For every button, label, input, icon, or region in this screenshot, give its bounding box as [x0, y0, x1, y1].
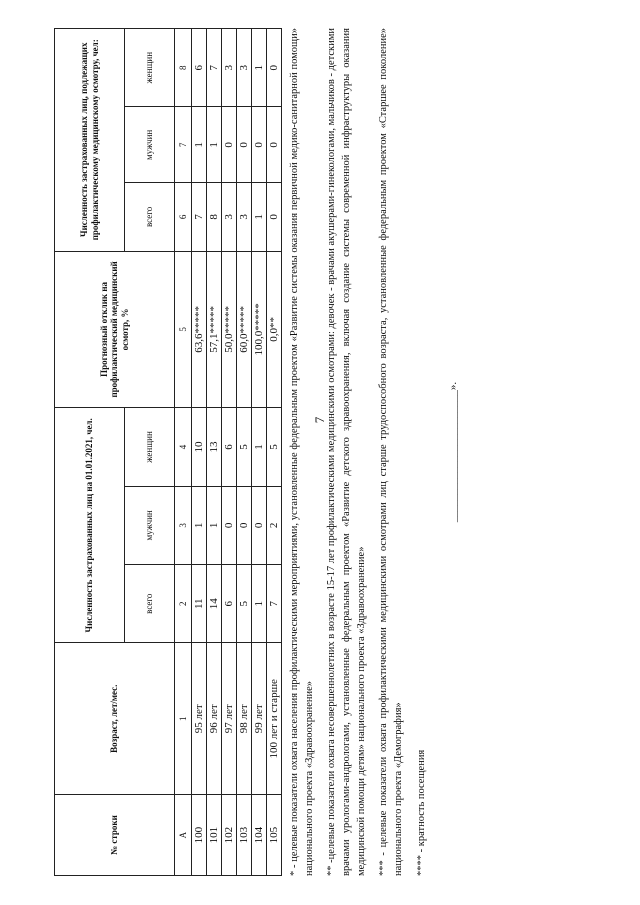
cell-subject-men: 0	[237, 107, 252, 183]
cell-response: 57,1*****	[207, 251, 222, 408]
footnote-2: ** -целевые показатели охвата несовершеннолетних в возрасте 15-17 лет профилактическими медицинскими осмотрами: девочек - врачами акушерами-гинекологами, мальчиков - детскими врачами урологами-андрологами, установленные федеральным проектом «Развитие детского здравоохранения, включая создание системы современной инфраструктуры оказания медицинской помощи детям» национального проекта «Здравоохранение»	[326, 28, 367, 876]
column-number: 1	[175, 643, 192, 795]
cell-men: 2	[267, 486, 282, 564]
column-number: 2	[175, 565, 192, 643]
cell-women: 1	[252, 408, 267, 486]
column-number-row	[175, 29, 192, 876]
cell-response: 60,0*****	[237, 251, 252, 408]
cell-total: 11	[192, 565, 207, 643]
cell-women: 10	[192, 408, 207, 486]
table-row	[237, 29, 252, 876]
cell-subject-total: 3	[222, 183, 237, 251]
cell-subject-men: 1	[192, 107, 207, 183]
cell-total: 7	[267, 565, 282, 643]
subheader-total: всего	[125, 565, 175, 643]
cell-response: 50,0*****	[222, 251, 237, 408]
cell-age: 100 лет и старше	[267, 643, 282, 795]
cell-subject-total: 0	[267, 183, 282, 251]
cell-age: 96 лет	[207, 643, 222, 795]
cell-subject-total: 1	[252, 183, 267, 251]
cell-subject-women: 7	[207, 29, 222, 107]
column-number: А	[175, 795, 192, 876]
cell-subject-men: 1	[207, 107, 222, 183]
cell-total: 6	[222, 565, 237, 643]
cell-subject-women: 3	[222, 29, 237, 107]
cell-men: 0	[237, 486, 252, 564]
footnote-3: *** - целевые показатели охвата профилактическими медицинскими осмотрами лиц старше трудоспособного возраста, установленные федеральным проектом «Старшее поколение» национального проекта «Демография»	[378, 28, 405, 876]
cell-row-no: 102	[222, 795, 237, 876]
cell-row-no: 103	[237, 795, 252, 876]
cell-age: 95 лет	[192, 643, 207, 795]
footnotes	[288, 28, 468, 876]
cell-women: 13	[207, 408, 222, 486]
cell-men: 0	[222, 486, 237, 564]
closing-line: ________________________».	[446, 381, 459, 523]
cell-subject-men: 0	[252, 107, 267, 183]
cell-men: 0	[252, 486, 267, 564]
cell-women: 6	[222, 408, 237, 486]
cell-response: 100,0*****	[252, 251, 267, 408]
column-number: 4	[175, 408, 192, 486]
cell-subject-men: 0	[222, 107, 237, 183]
cell-total: 14	[207, 565, 222, 643]
header-subject: Численность застрахованных лиц, подлежащих профилактическому медицинскому осмотру, чел:	[55, 29, 125, 252]
column-number: 7	[175, 107, 192, 183]
column-number: 6	[175, 183, 192, 251]
cell-age: 99 лет	[252, 643, 267, 795]
cell-response: 0,0**	[267, 251, 282, 408]
subheader-men: мужчин	[125, 486, 175, 564]
cell-age: 97 лет	[222, 643, 237, 795]
column-number: 3	[175, 486, 192, 564]
column-number: 5	[175, 251, 192, 408]
cell-subject-women: 1	[252, 29, 267, 107]
subheader-women: женщин	[125, 408, 175, 486]
cell-women: 5	[267, 408, 282, 486]
subheader-men: мужчин	[125, 107, 175, 183]
cell-subject-women: 6	[192, 29, 207, 107]
cell-subject-women: 0	[267, 29, 282, 107]
cell-men: 1	[192, 486, 207, 564]
cell-total: 5	[237, 565, 252, 643]
subheader-total: всего	[125, 183, 175, 251]
header-age: Возраст, лет/мес.	[55, 643, 175, 795]
table-row	[252, 29, 267, 876]
footnote-1: * - целевые показатели охвата населения профилактическими мероприятиями, установленные федеральным проектом «Развитие системы оказания первичной медико-санитарной помощи» национального проекта «Здравоохранение»	[289, 28, 315, 876]
table-row	[222, 29, 237, 876]
subheader-women: женщин	[125, 29, 175, 107]
cell-men: 1	[207, 486, 222, 564]
cell-subject-women: 3	[237, 29, 252, 107]
table-row	[207, 29, 222, 876]
cell-row-no: 101	[207, 795, 222, 876]
cell-total: 1	[252, 565, 267, 643]
cell-response: 63,6*****	[192, 251, 207, 408]
cell-subject-total: 8	[207, 183, 222, 251]
header-row-no: № строки	[55, 795, 175, 876]
cell-subject-total: 7	[192, 183, 207, 251]
cell-row-no: 104	[252, 795, 267, 876]
page-number: 7	[312, 416, 327, 424]
column-number: 8	[175, 29, 192, 107]
cell-age: 98 лет	[237, 643, 252, 795]
table-row	[267, 29, 282, 876]
table-row	[192, 29, 207, 876]
cell-subject-total: 3	[237, 183, 252, 251]
cell-row-no: 105	[267, 795, 282, 876]
footnote-4: **** - кратность посещения	[415, 749, 427, 876]
data-table	[54, 28, 282, 876]
header-response: Прогнозный отклик на профилактический медицинский осмотр, %	[55, 251, 175, 408]
cell-subject-men: 0	[267, 107, 282, 183]
cell-women: 5	[237, 408, 252, 486]
header-insured: Численность застрахованных лиц на 01.01.2021, чел.	[55, 408, 125, 643]
cell-row-no: 100	[192, 795, 207, 876]
